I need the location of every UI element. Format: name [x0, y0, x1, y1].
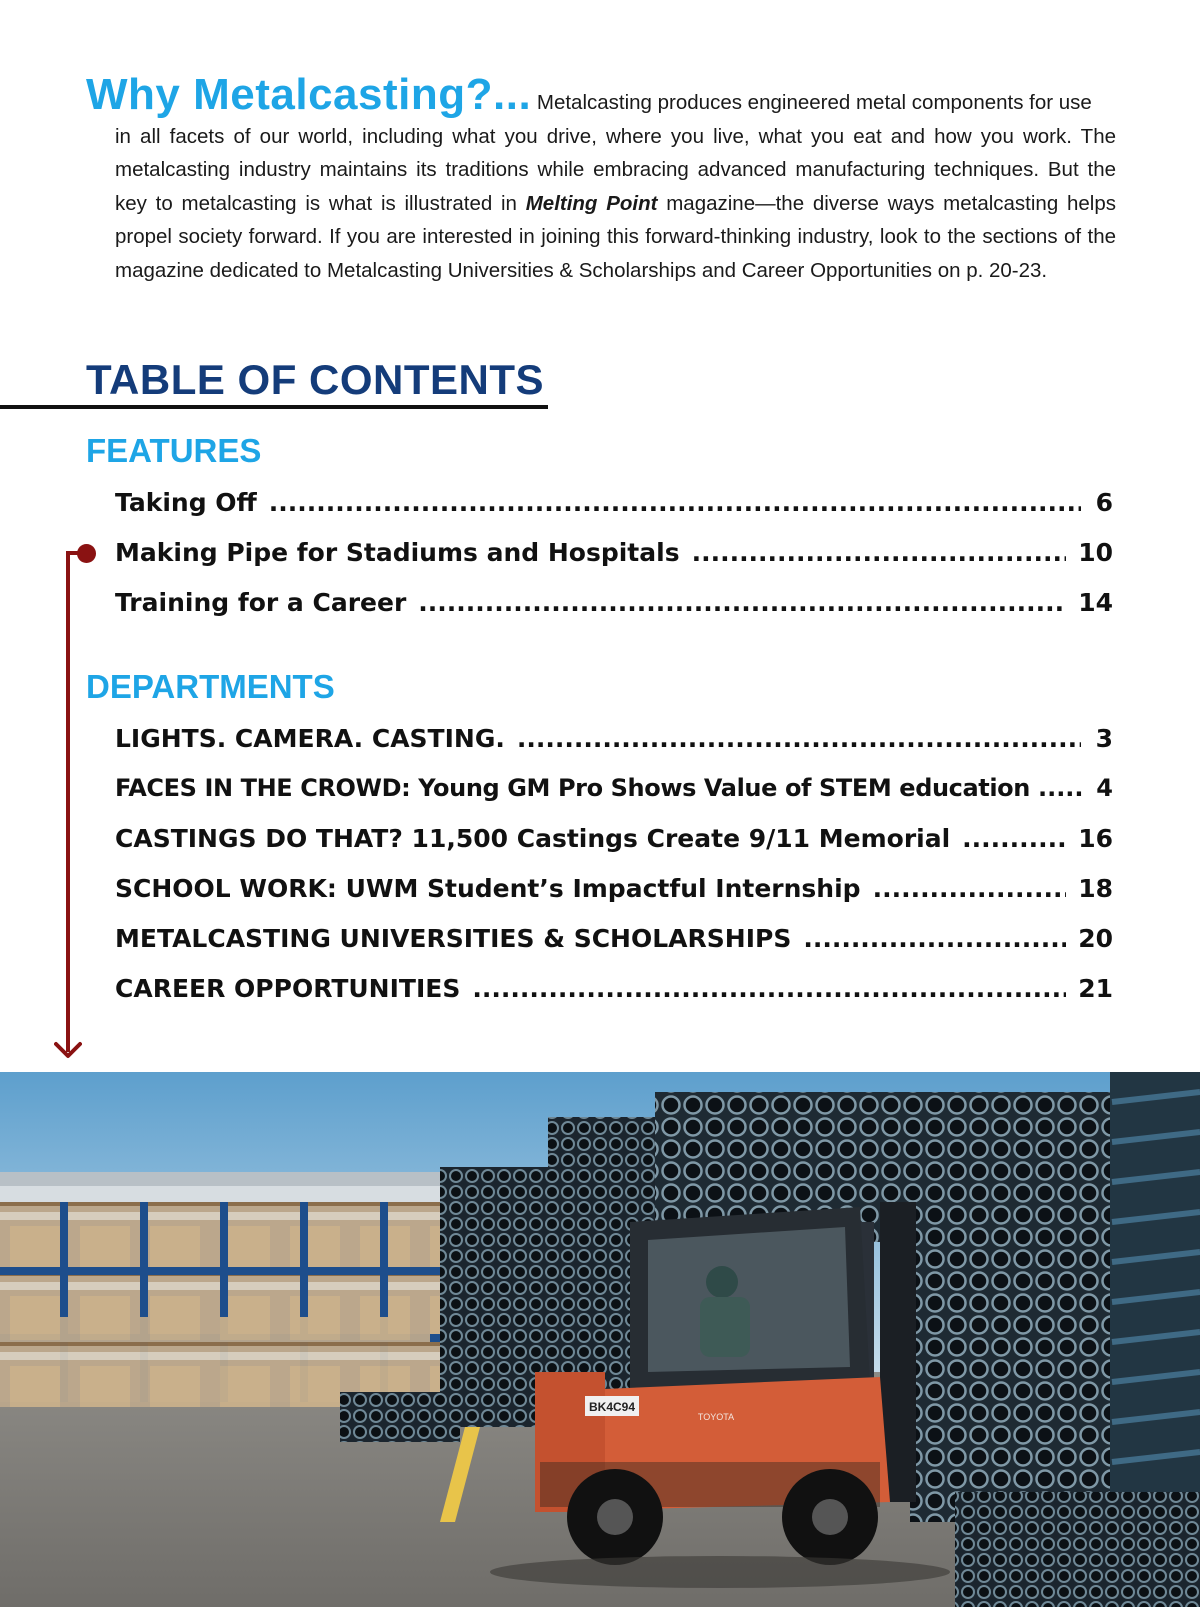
- toc-item-title: Training for a Career: [115, 588, 407, 617]
- marker-line: [66, 554, 70, 1052]
- toc-item[interactable]: [115, 874, 1113, 910]
- intro-body-before: in all facets of our world, including what you drive, where you live, what you eat and how you work. The metalcasting industry maintains its traditions while embracing advanced manufacturing techniques. But the key to metalcasting is what is illustrated in: [115, 124, 1116, 215]
- toc-item[interactable]: [115, 724, 1113, 760]
- toc-item-page: 4: [1096, 774, 1113, 802]
- marker-dot-icon: [77, 544, 96, 563]
- toc-item-page: 21: [1078, 974, 1113, 1003]
- forklift-plate: BK4C94: [588, 1400, 636, 1414]
- toc-leader-dots: [418, 588, 1066, 617]
- toc-item[interactable]: [115, 488, 1113, 524]
- toc-heading: TABLE OF CONTENTS: [86, 356, 545, 403]
- toc-item-title: METALCASTING UNIVERSITIES & SCHOLARSHIPS: [115, 924, 792, 953]
- features-label: FEATURES: [86, 432, 262, 469]
- toc-item-page: 20: [1078, 924, 1113, 953]
- toc-item-page: 14: [1078, 588, 1113, 617]
- toc-item-page: 18: [1078, 874, 1113, 903]
- toc-leader-dots: [517, 724, 1081, 753]
- intro-lead: Metalcasting produces engineered metal components for use: [536, 91, 1092, 114]
- intro-section: [86, 70, 1116, 287]
- intro-body: [115, 120, 1116, 288]
- toc-item[interactable]: [115, 924, 1113, 960]
- toc-leader-dots: [692, 538, 1067, 567]
- toc-leader-dots: [269, 488, 1081, 517]
- toc-leader-dots: [962, 824, 1066, 853]
- toc-leader-dots: [803, 924, 1066, 953]
- intro-first-line: [86, 70, 1116, 120]
- toc-item-title: CASTINGS DO THAT? 11,500 Castings Create 9/11 Memorial: [115, 824, 951, 853]
- toc-item-title: Making Pipe for Stadiums and Hospitals: [115, 538, 680, 567]
- pipe-yard-photo: [0, 1072, 1200, 1607]
- toc-leader-dots: [873, 874, 1067, 903]
- toc-item-title: CAREER OPPORTUNITIES: [115, 974, 461, 1003]
- toc-item[interactable]: [115, 538, 1113, 574]
- toc-item-page: 6: [1095, 488, 1113, 517]
- toc-leader-dots: [472, 974, 1066, 1003]
- pipe-yard-illustration: [0, 1072, 1200, 1607]
- forklift-brand: TOYOTA: [697, 1412, 735, 1422]
- intro-title: Why Metalcasting?...: [86, 70, 532, 119]
- toc-item[interactable]: [115, 974, 1113, 1010]
- toc-item[interactable]: [115, 774, 1113, 810]
- toc-item[interactable]: [115, 588, 1113, 624]
- intro-body-after: magazine—the diverse ways metalcasting helps propel society forward. If you are interested in joining this forward-thinking industry, look to the sections of the magazine dedicated to Metalcasting Universities & Scholarships and Career Opportunities on p. 20-23.: [115, 191, 1116, 282]
- toc-item-title: SCHOOL WORK: UWM Student’s Impactful Internship: [115, 874, 861, 903]
- down-arrow-icon: [54, 1040, 82, 1060]
- toc-item[interactable]: [115, 824, 1113, 860]
- toc-leader-dots: [1038, 774, 1085, 802]
- toc-item-title: FACES IN THE CROWD: Young GM Pro Shows Value of STEM education: [115, 774, 1030, 802]
- departments-label: DEPARTMENTS: [86, 668, 335, 705]
- toc-item-page: 16: [1078, 824, 1113, 853]
- toc-heading-rule: [0, 405, 548, 409]
- toc-item-page: 10: [1078, 538, 1113, 567]
- toc-item-page: 3: [1095, 724, 1113, 753]
- toc-item-title: Taking Off: [115, 488, 257, 517]
- toc-item-title: LIGHTS. CAMERA. CASTING.: [115, 724, 505, 753]
- magazine-name: Melting Point: [525, 191, 658, 215]
